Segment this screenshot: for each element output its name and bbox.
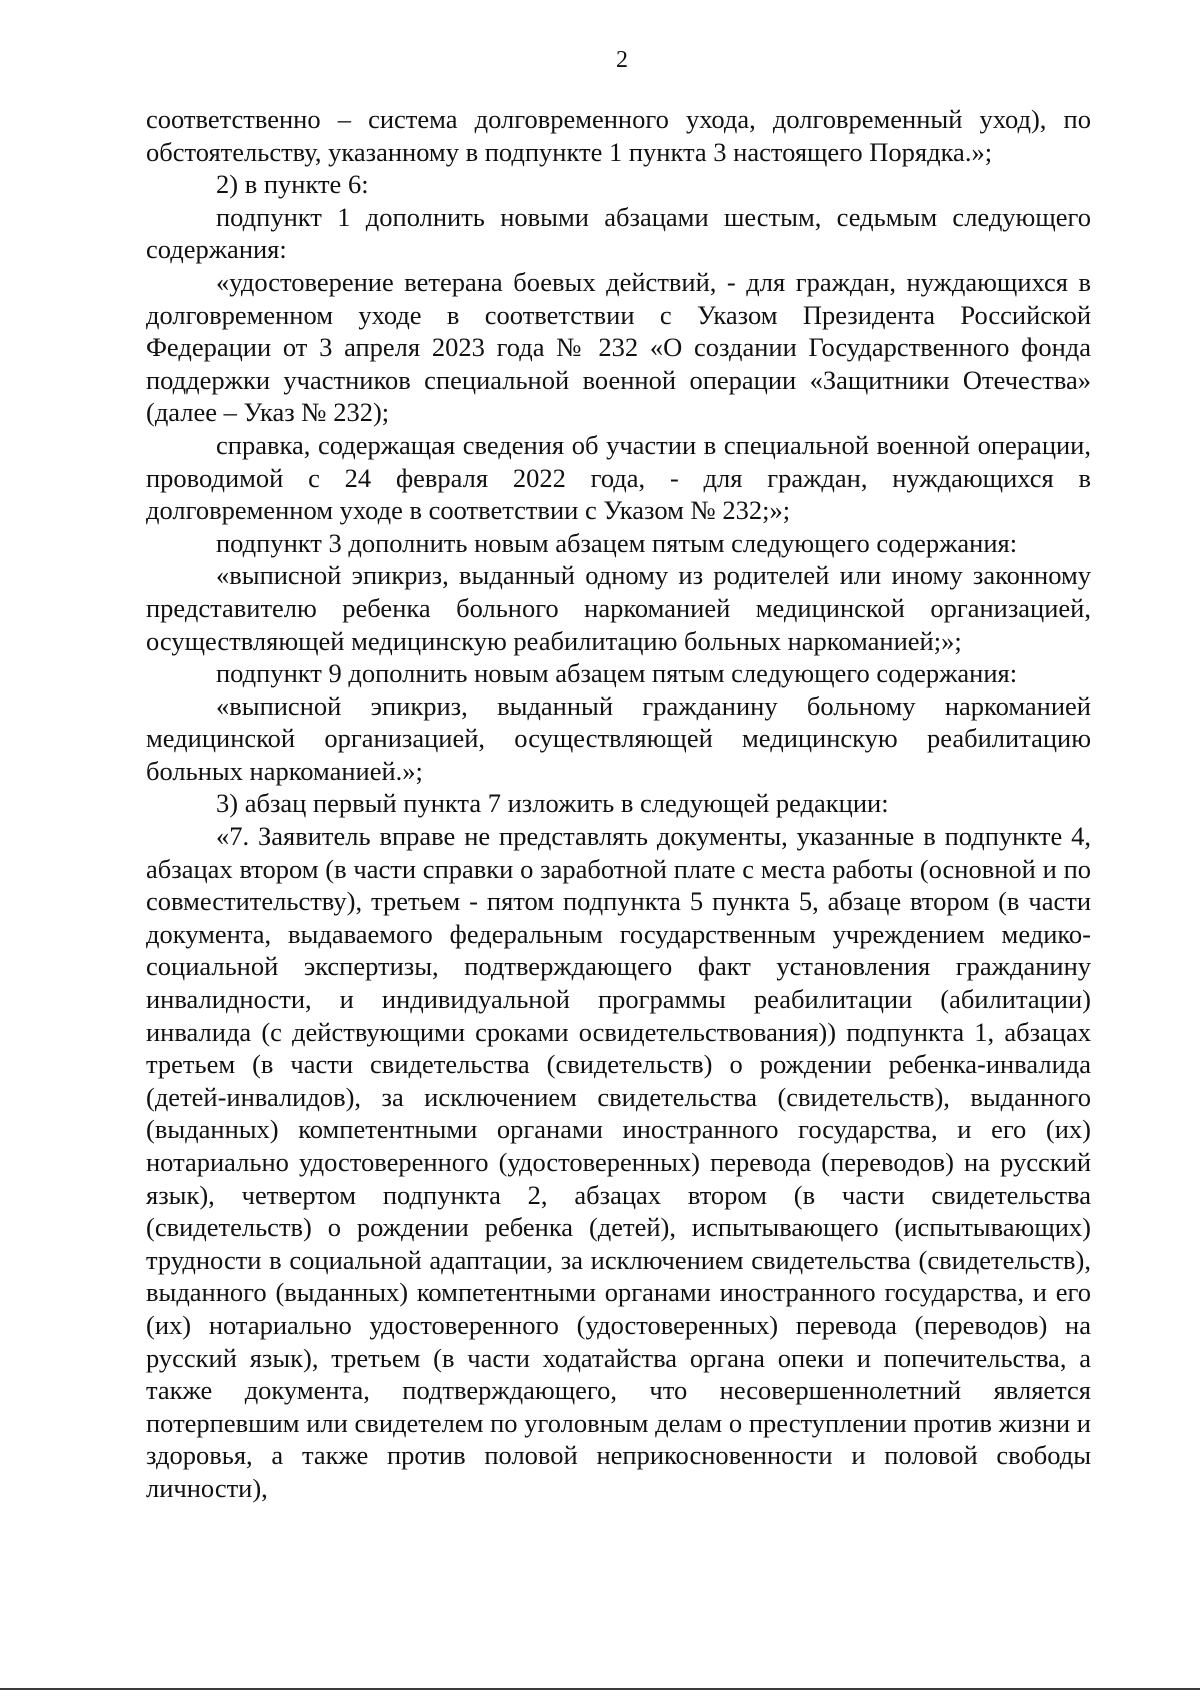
paragraph: подпункт 3 дополнить новым абзацем пятым следующего содержания: xyxy=(216,527,1018,558)
paragraph-continuation: соответственно – система долговременного ухода, долговременный уход), по обстоятельству, указанному в подпункте 1 пункта 3 настоящего Порядка.»; xyxy=(146,104,1091,167)
paragraph: подпункт 1 дополнить новыми абзацами шестым, седьмым следующего содержания: xyxy=(146,201,1091,265)
paragraph-item-3: 3) абзац первый пункта 7 изложить в следующей редакции: xyxy=(216,788,889,819)
paragraph: справка, содержащая сведения об участии в специальной военной операции, проводимой с 24 февраля 2022 года, - для граждан, нуждающихся в долговременном уходе в соответствии с Указом № 232;»; xyxy=(146,429,1091,526)
paragraph-quote: «удостоверение ветерана боевых действий, - для граждан, нуждающихся в долговременном уходе в соответствии с Указом Президента Российской Федерации от 3 апреля 2023 года № 232 «О создании Государственного фонда поддержки участников специальной военной операции «Защитники Отечества» (далее – Указ № 232); xyxy=(146,266,1091,428)
paragraph-item-2: 2) в пункте 6: xyxy=(216,169,369,200)
paragraph-quote: «7. Заявитель вправе не представлять документы, указанные в подпункте 4, абзацах втором (в части справки о заработной плате с места работы (основной и по совместительству), третьем - пятом подпункта 5 пункта 5, абзаце втором (в части документа, выдаваемого федеральным государственным учреждением медико-социальной экспертизы, подтверждающего факт установления гражданину инвалидности, и индивидуальной программы реабилитации (абилитации) инвалида (с действующими сроками освидетельствования)) подпункта 1, абзацах третьем (в части свидетельства (свидетельств) о рождении ребенка-инвалида (детей-инвалидов), за исключением свидетельства (свидетельств), выданного (выданных) компетентными органами иностранного государства, и его (их) нотариально удостоверенного (удостоверенных) перевода (переводов) на русский язык), четвертом подпункта 2, абзацах втором (в части свидетельства (свидетельств) о рождении ребенка (детей), испытывающего (испытывающих) трудности в социальной адаптации, за исключением свидетельства (свидетельств), выданного (выданных) компетентными органами иностранного государства, и его (их) нотариально удостоверенного (удостоверенных) перевода (переводов) на русский язык), третьем (в части ходатайства органа опеки и попечительства, а также документа, подтверждающего, что несовершеннолетний является потерпевшим или свидетелем по уголовным делам о преступлении против жизни и здоровья, а также против половой неприкосновенности и половой свободы личности), xyxy=(146,821,1091,1503)
page-number: 2 xyxy=(616,47,628,73)
page-bottom-edge xyxy=(0,1688,1200,1690)
paragraph: подпункт 9 дополнить новым абзацем пятым следующего содержания: xyxy=(216,658,1018,689)
paragraph-quote: «выписной эпикриз, выданный гражданину больному наркоманией медицинской организацией, осуществляющей медицинскую реабилитацию больных наркоманией.»; xyxy=(146,690,1091,786)
paragraph-quote: «выписной эпикриз, выданный одному из родителей или иному законному представителю ребенка больного наркоманией медицинской организацией, осуществляющей медицинскую реабилитацию больных наркоманией;»; xyxy=(146,560,1091,656)
document-body xyxy=(146,103,1091,1505)
